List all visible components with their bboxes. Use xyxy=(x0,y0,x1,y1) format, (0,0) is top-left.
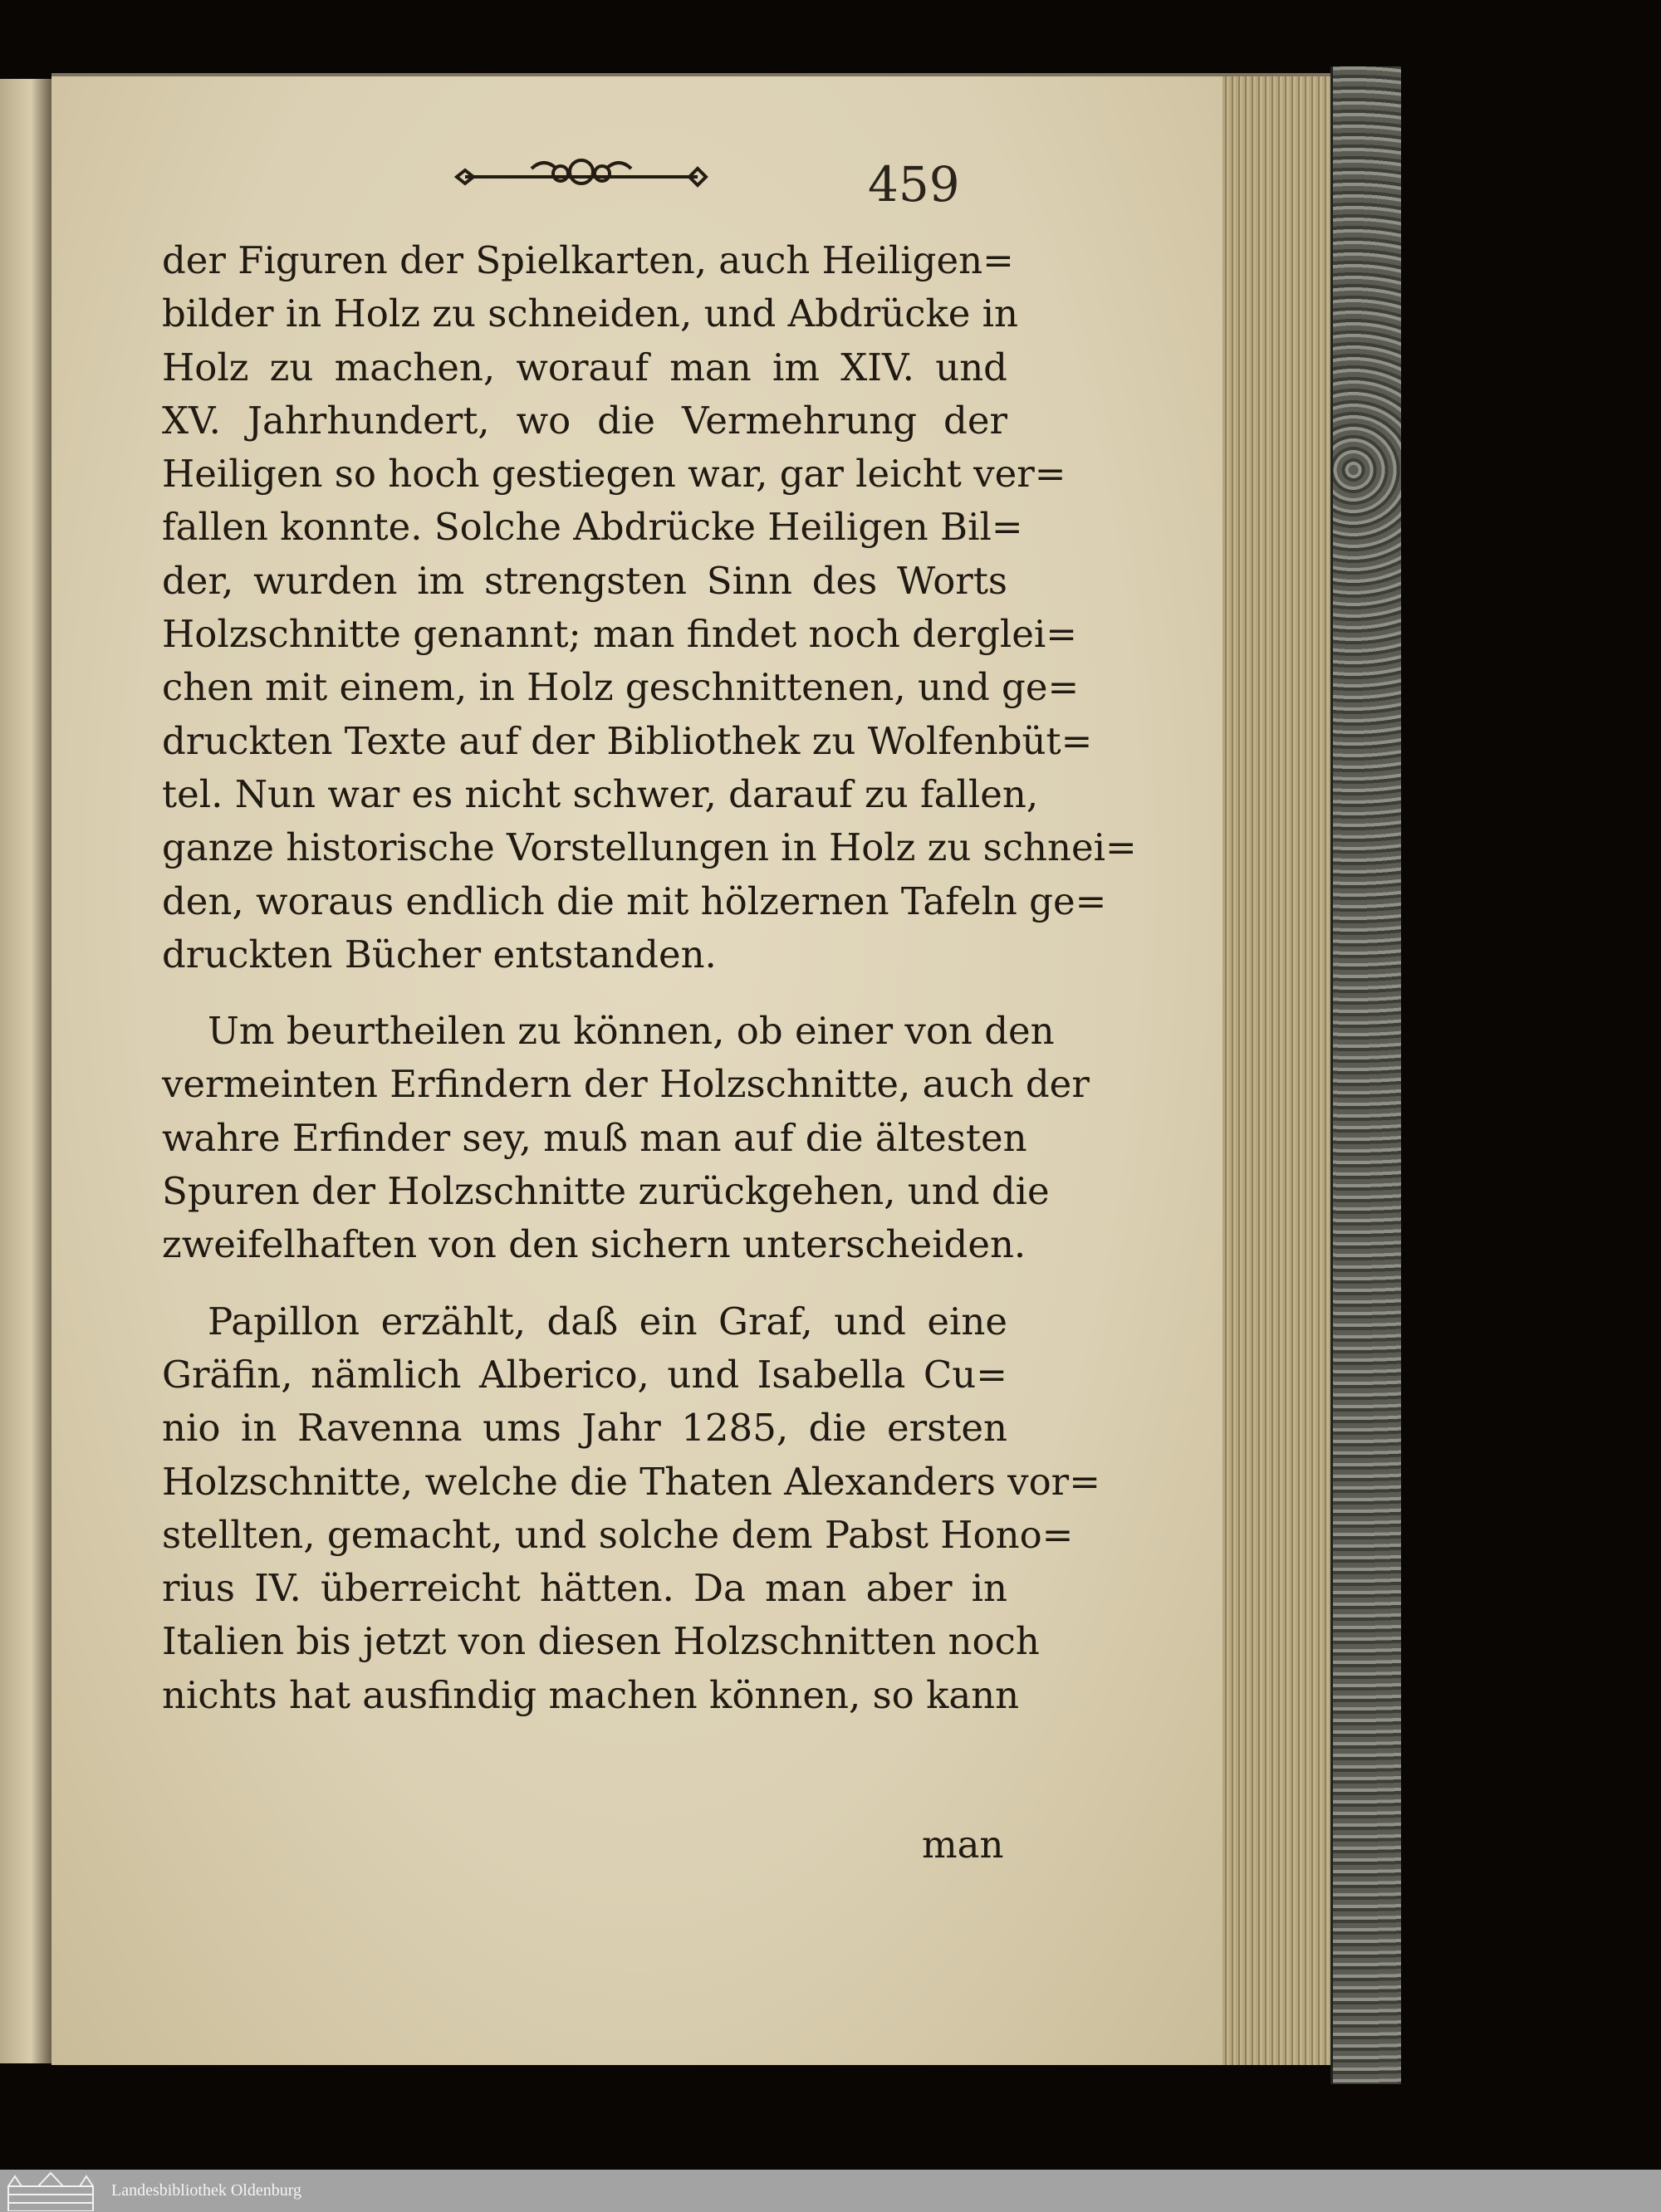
text-line: rius IV. überreicht hätten. Da man aber in xyxy=(162,1566,1007,1611)
text-line: chen mit einem, in Holz geschnittenen, und ge= xyxy=(162,665,1080,710)
text-line: nio in Ravenna ums Jahr 1285, die ersten xyxy=(162,1406,1007,1451)
text-line: der, wurden im strengsten Sinn des Worts xyxy=(162,558,1007,603)
text-line: wahre Erfinder sey, muß man auf die ältesten xyxy=(162,1115,1027,1160)
text-line: stellten, gemacht, und solche dem Pabst Hono= xyxy=(162,1512,1074,1557)
text-line: Gräfin, nämlich Alberico, und Isabella Cu= xyxy=(162,1352,1007,1397)
library-name: Landesbibliothek Oldenburg xyxy=(111,2181,302,2200)
text-line: den, woraus endlich die mit hölzernen Tafeln ge= xyxy=(162,878,1107,923)
text-line: fallen konnte. Solche Abdrücke Heiligen Bil= xyxy=(162,505,1023,550)
text-line: vermeinten Erfindern der Holzschnitte, auch der xyxy=(162,1062,1090,1107)
text-line: tel. Nun war es nicht schwer, darauf zu fallen, xyxy=(162,771,1039,816)
marbled-cover xyxy=(1330,66,1401,2084)
page-block-edges xyxy=(1222,76,1330,2065)
library-building-icon xyxy=(5,2171,96,2211)
text-line: Papillon erzählt, daß ein Graf, und eine xyxy=(208,1299,1007,1343)
paragraph xyxy=(162,234,1137,981)
text-line: Um beurtheilen zu können, ob einer von den xyxy=(208,1009,1055,1054)
text-line: Holzschnitte, welche die Thaten Alexanders vor= xyxy=(162,1459,1100,1504)
text-line: XV. Jahrhundert, wo die Vermehrung der xyxy=(162,398,1007,443)
text-line: nichts hat ausfindig machen können, so kann xyxy=(162,1672,1020,1717)
text-line: zweifelhaften von den sichern unterscheiden. xyxy=(162,1222,1026,1267)
left-page-edge xyxy=(0,79,51,2063)
text-line: Holz zu machen, worauf man im XIV. und xyxy=(162,345,1007,389)
paragraph xyxy=(162,1005,1090,1271)
text-line: bilder in Holz zu schneiden, und Abdrücke in xyxy=(162,291,1019,336)
header-ornament-icon xyxy=(448,154,714,195)
text-line: Spuren der Holzschnitte zurückgehen, und die xyxy=(162,1169,1050,1214)
text-line: Italien bis jetzt von diesen Holzschnitten noch xyxy=(162,1619,1040,1664)
catchword: man xyxy=(922,1823,1004,1867)
paragraph xyxy=(162,1295,1100,1722)
text-line: Holzschnitte genannt; man findet noch derglei= xyxy=(162,612,1077,657)
text-line: der Figuren der Spielkarten, auch Heiligen= xyxy=(162,238,1014,282)
body-text xyxy=(162,234,1137,1722)
text-line: druckten Bücher entstanden. xyxy=(162,932,717,976)
text-line: Heiligen so hoch gestiegen war, gar leicht ver= xyxy=(162,452,1066,497)
text-line: ganze historische Vorstellungen in Holz zu schnei= xyxy=(162,825,1137,870)
text-line: druckten Texte auf der Bibliothek zu Wolfenbüt= xyxy=(162,718,1093,763)
footer-bar xyxy=(0,2170,1661,2212)
page-number: 459 xyxy=(868,156,960,213)
